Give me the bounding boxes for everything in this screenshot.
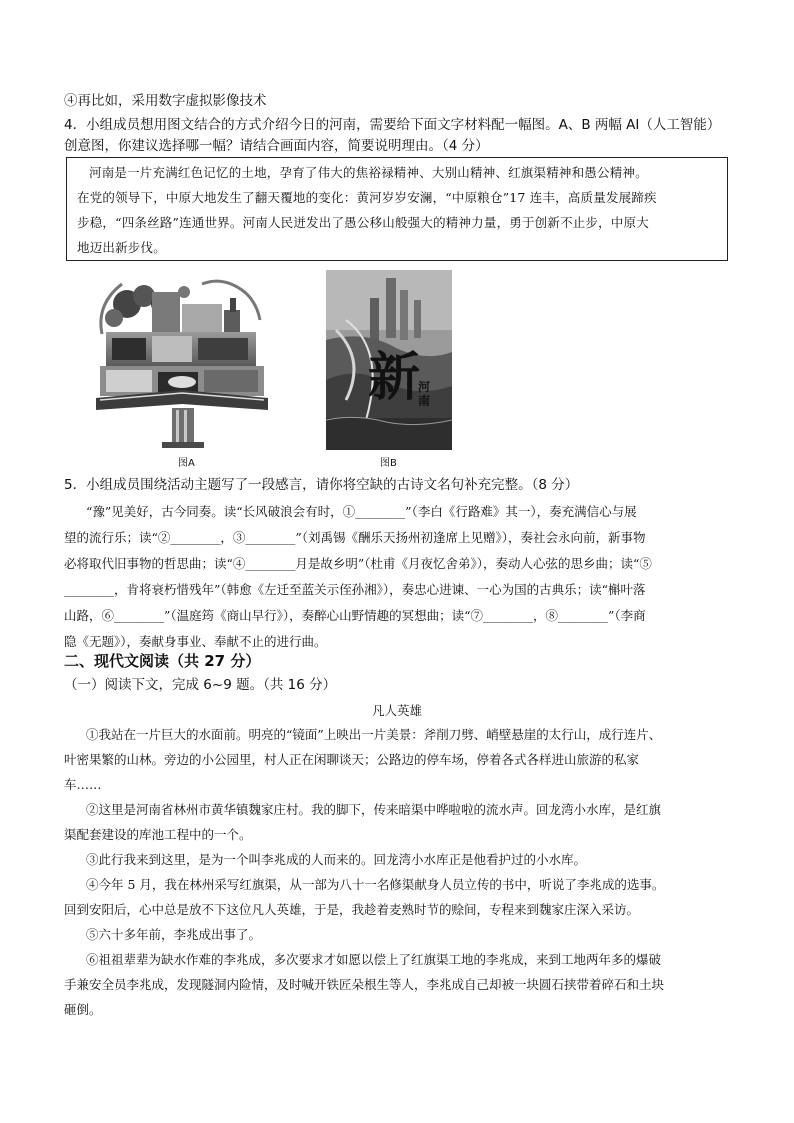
question-5-heading: 5．小组成员围绕活动主题写了一段感言，请你将空缺的古诗文名句补充完整。（8 分） xyxy=(64,477,579,493)
paragraph-1-line-1: ①我站在一片巨大的水面前。明亮的“镜面”上映出一片美景：斧削刀劈、峭壁悬崖的太行山，成行连片、 xyxy=(86,727,662,742)
question-4-line-2: 创意图，你建议选择哪一幅？请结合画面内容，简要说明理由。（4 分） xyxy=(64,138,489,154)
material-line-1: 河南是一片充满红色记忆的土地，孕育了伟大的焦裕禄精神、大别山精神、红旗渠精神和愚公精神。 xyxy=(89,165,648,180)
figure-b-caption: 图B xyxy=(380,458,397,469)
section-2-title: 二、现代文阅读（共 27 分） xyxy=(64,652,261,670)
material-line-2: 在党的领导下，中原大地发生了翻天覆地的变化：黄河岁岁安澜，“中原粮仓”17 连丰，高质量发展蹄疾 xyxy=(77,190,657,205)
material-line-4: 地迈出新步伐。 xyxy=(77,240,166,255)
figure-a-image xyxy=(92,274,272,450)
paragraph-4-line-2: 回到安阳后，心中总是放不下这位凡人英雄，于是，我趁着麦熟时节的赊间，专程来到魏家庄深入采访。 xyxy=(64,902,640,917)
question-5-line-2: 望的流行乐；读“②________，③________”（刘禹锡《酬乐天扬州初逢席上见赠》），奏社会永向前，新事物 xyxy=(64,530,646,545)
question-5-line-4: ________，肯将衰朽惜残年”（韩愈《左迁至蓝关示侄孙湘》），奏忠心进谏、一心为国的古典乐；读“槲叶落 xyxy=(64,582,646,597)
paragraph-6-line-3: 砸倒。 xyxy=(64,1002,102,1017)
paragraph-6-line-1: ⑥祖祖辈辈为缺水作难的李兆成，多次要求才如愿以偿上了红旗渠工地的李兆成，来到工地两年多的爆破 xyxy=(86,952,662,967)
figure-b-subtitle: 河南 xyxy=(418,380,431,408)
question-4-line-1: 4．小组成员想用图文结合的方式介绍今日的河南，需要给下面文字材料配一幅图。A、B 两幅 AI（人工智能） xyxy=(64,117,721,133)
question-5-line-3: 必将取代旧事物的哲思曲；读“④________月是故乡明”（杜甫《月夜忆舍弟》），奏动人心弦的思乡曲；读“⑤ xyxy=(64,556,652,571)
paragraph-1-line-3: 车…… xyxy=(64,777,102,792)
paragraph-2-line-1: ②这里是河南省林州市黄华镇魏家庄村。我的脚下，传来暗渠中哗啦啦的流水声。回龙湾小水库，是红旗 xyxy=(86,802,662,817)
material-box xyxy=(66,157,728,261)
question-5-line-5: 山路，⑥________”（温庭筠《商山早行》），奏醉心山野情趣的冥想曲；读“⑦________，⑧________”（李商 xyxy=(64,608,646,623)
paragraph-5: ⑤六十多年前，李兆成出事了。 xyxy=(86,927,262,942)
answer-option-4: ④再比如，采用数字虚拟影像技术 xyxy=(64,93,267,109)
paragraph-3: ③此行我来到这里，是为一个叫李兆成的人而来的。回龙湾小水库正是他看护过的小水库。 xyxy=(86,852,587,867)
question-5-line-1: “豫”见美好，古今同奏。读“长风破浪会有时，①________”（李白《行路难》其一），奏充满信心与展 xyxy=(86,504,637,519)
figure-b-image xyxy=(326,270,452,450)
paragraph-2-line-2: 渠配套建设的库池工程中的一个。 xyxy=(64,827,252,842)
section-2-subtitle: （一）阅读下文，完成 6~9 题。（共 16 分） xyxy=(64,677,337,693)
paragraph-4-line-1: ④今年 5 月，我在林州采写红旗渠，从一部为八十一名修渠献身人员立传的书中，听说了李兆成的选事。 xyxy=(86,877,665,892)
material-line-3: 步稳，“四条丝路”连通世界。河南人民迸发出了愚公移山般强大的精神力量，勇于创新不止步，中原大 xyxy=(77,215,649,230)
figure-b-title-char: 新 xyxy=(368,347,421,408)
paragraph-1-line-2: 叶密果繁的山林。旁边的小公园里，村人正在闲聊谈天；公路边的停车场，停着各式各样进山旅游的私家 xyxy=(64,752,640,767)
paragraph-6-line-2: 手兼安全员李兆成，发现隧洞内险情，及时喊开铁匠朵根生等人，李兆成自己却被一块圆石挟带着碎石和土块 xyxy=(64,977,665,992)
question-5-line-6: 隐《无题》），奏献身事业、奉献不止的进行曲。 xyxy=(64,634,327,649)
article-title: 凡人英雄 xyxy=(371,703,422,718)
figure-a-caption: 图A xyxy=(178,458,195,469)
